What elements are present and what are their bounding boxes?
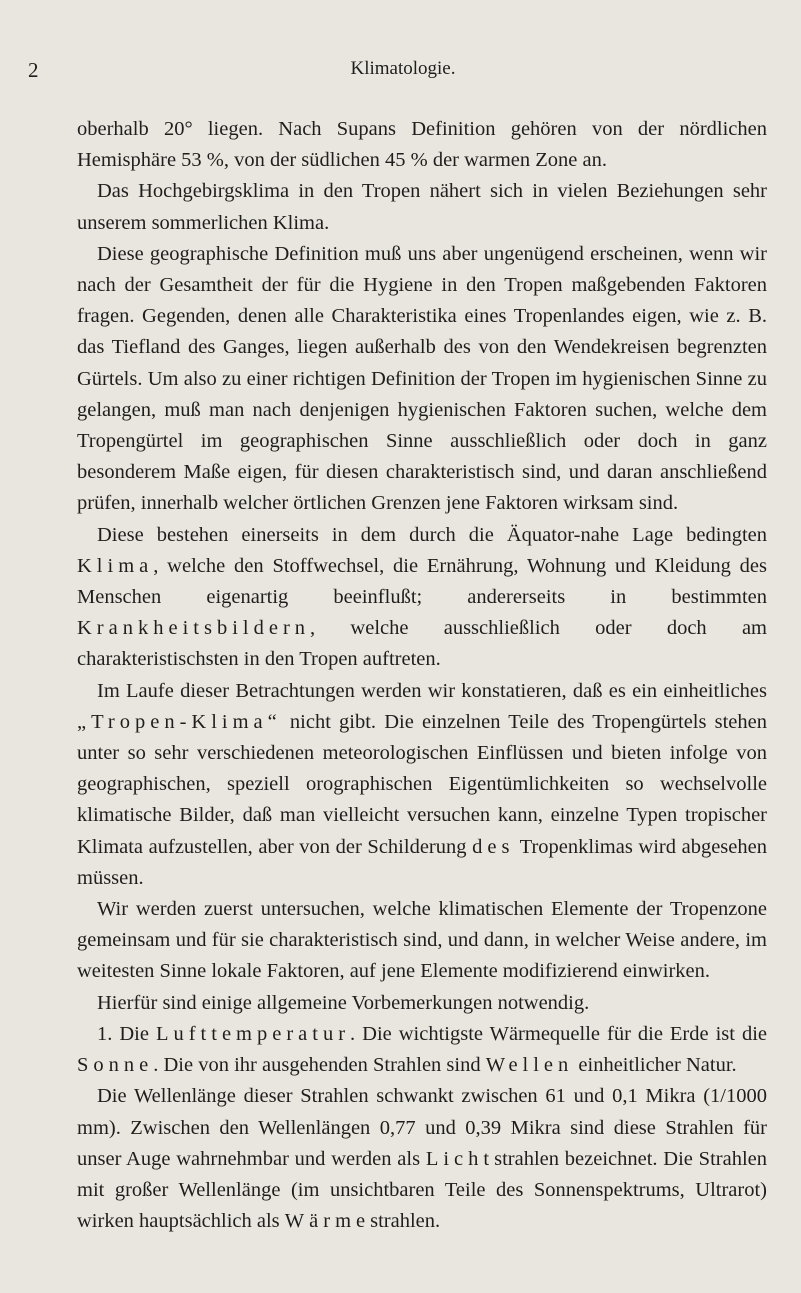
emphasis-licht: Licht — [425, 1147, 495, 1170]
paragraph-9-text-a: Die Wellenlänge dieser Strahlen schwankt zwischen 61 und 0,1 Mikra ( — [97, 1085, 711, 1108]
running-head — [28, 58, 778, 82]
emphasis-waerme: Wärme — [284, 1210, 371, 1233]
paragraph-4-text-b: , welche den Stoffwechsel, die Ernährung, Wohnung und Kleidung des Menschen eigenartig beeinflußt; andererseits in bestimmten — [77, 554, 767, 609]
paragraph-9-text-b: mm). Zwischen den Wellenlängen 0,77 und 0,39 Mikra sind diese Strahlen für unser Auge wahrnehmbar und werden als — [77, 1116, 767, 1170]
paragraph-5-text-a: Im Laufe dieser Betrachtungen werden wir konstatieren, daß es ein einheitliches — [97, 679, 767, 702]
paragraph-9-text-d: strahlen. — [370, 1210, 441, 1233]
paragraph-9 — [77, 1081, 767, 1237]
paragraph-8-text-d: einheitlicher Natur. — [573, 1054, 737, 1077]
emphasis-wellen: Wellen — [485, 1054, 574, 1077]
paragraph-8-text-a: 1. Die — [97, 1022, 156, 1045]
emphasis-tropen-klima: „Tropen-Klima“ — [77, 710, 282, 733]
emphasis-lufttemperatur: Lufttemperatur — [155, 1022, 351, 1045]
paragraph-3: Diese geographische Definition muß uns aber ungenügend erscheinen, wenn wir nach der Gesamtheit der für die Hygiene in den Tropen maßgebenden Faktoren fragen. Gegenden, denen alle Charakteristika eines Tropenlandes eigen, wie z. B. das Tiefland des Ganges, liegen außerhalb des von den Wendekreisen begrenzten Gürtels. Um also zu einer richtigen Definition der Tropen im hygienischen Sinne zu gelangen, muß man nach denjenigen hygienischen Faktoren suchen, welche dem Tropengürtel im geographischen Sinne ausschließlich oder doch in ganz besonderem Maße eigen, für diesen charakteristisch sind, und daran anschließend prüfen, innerhalb welcher örtlichen Grenzen jene Faktoren wirksam sind. — [77, 242, 767, 515]
emphasis-des: des — [472, 835, 515, 858]
paragraph-1: oberhalb 20° liegen. Nach Supans Definition gehören von der nördlichen Hemisphäre 53 %, von der südlichen 45 % der warmen Zone an. — [77, 118, 767, 172]
paragraph-4-text-c: , welche ausschließlich oder doch am charakteristischsten in den Tropen auftreten. — [77, 617, 767, 671]
paragraph-4 — [77, 520, 767, 676]
paragraph-6: Wir werden zuerst untersuchen, welche klimatischen Elemente der Tropenzone gemeinsam und für sie charakteristisch sind, und dann, in welcher Weise andere, im weitesten Sinne lokale Faktoren, auf jene Elemente modifizierend einwirken. — [77, 898, 767, 983]
paragraph-2: Das Hochgebirgsklima in den Tropen nähert sich in vielen Beziehungen sehr unserem sommerlichen Klima. — [77, 180, 767, 234]
paragraph-4-text-a: Diese bestehen einerseits in dem durch die Äquator-nahe Lage bedingten — [97, 523, 767, 546]
body-text — [77, 114, 767, 1237]
paragraph-8-text-c: . Die von ihr ausgehenden Strahlen sind — [153, 1054, 486, 1077]
running-head-title: Klimatologie. — [350, 58, 456, 79]
paragraph-5-text-c: Tropenklimas wird abgesehen müssen. — [77, 835, 767, 889]
page-number: 2 — [28, 58, 39, 82]
paragraph-8-text-b: . Die wichtigste Wärmequelle für die Erde ist die — [350, 1022, 767, 1045]
paragraph-5 — [77, 676, 767, 894]
fraction: 1/1000 — [710, 1085, 767, 1108]
emphasis-klima: Klima — [77, 554, 154, 577]
emphasis-krankheitsbildern: Krankheitsbildern — [77, 617, 311, 640]
paragraph-5-text-b: nicht gibt. Die einzelnen Teile des Tropengürtels stehen unter so sehr verschiedenen meteorologischen Einflüssen und bieten infolge von geographischen, speziell orographischen Eigentümlichkeiten so wechselvolle klimatische Bilder, daß man vielleicht versuchen kann, einzelne Typen tropischer Klimata aufzustellen, aber von der Schilderung — [77, 710, 767, 858]
paragraph-8 — [77, 1019, 767, 1081]
paragraph-9-text-c: strahlen bezeichnet. Die Strahlen mit großer Wellenlänge (im unsichtbaren Teile des Sonnenspektrums, Ultrarot) wirken hauptsächlich als — [77, 1147, 767, 1233]
emphasis-sonne: Sonne — [77, 1054, 154, 1077]
paragraph-7: Hierfür sind einige allgemeine Vorbemerkungen notwendig. — [97, 991, 590, 1014]
